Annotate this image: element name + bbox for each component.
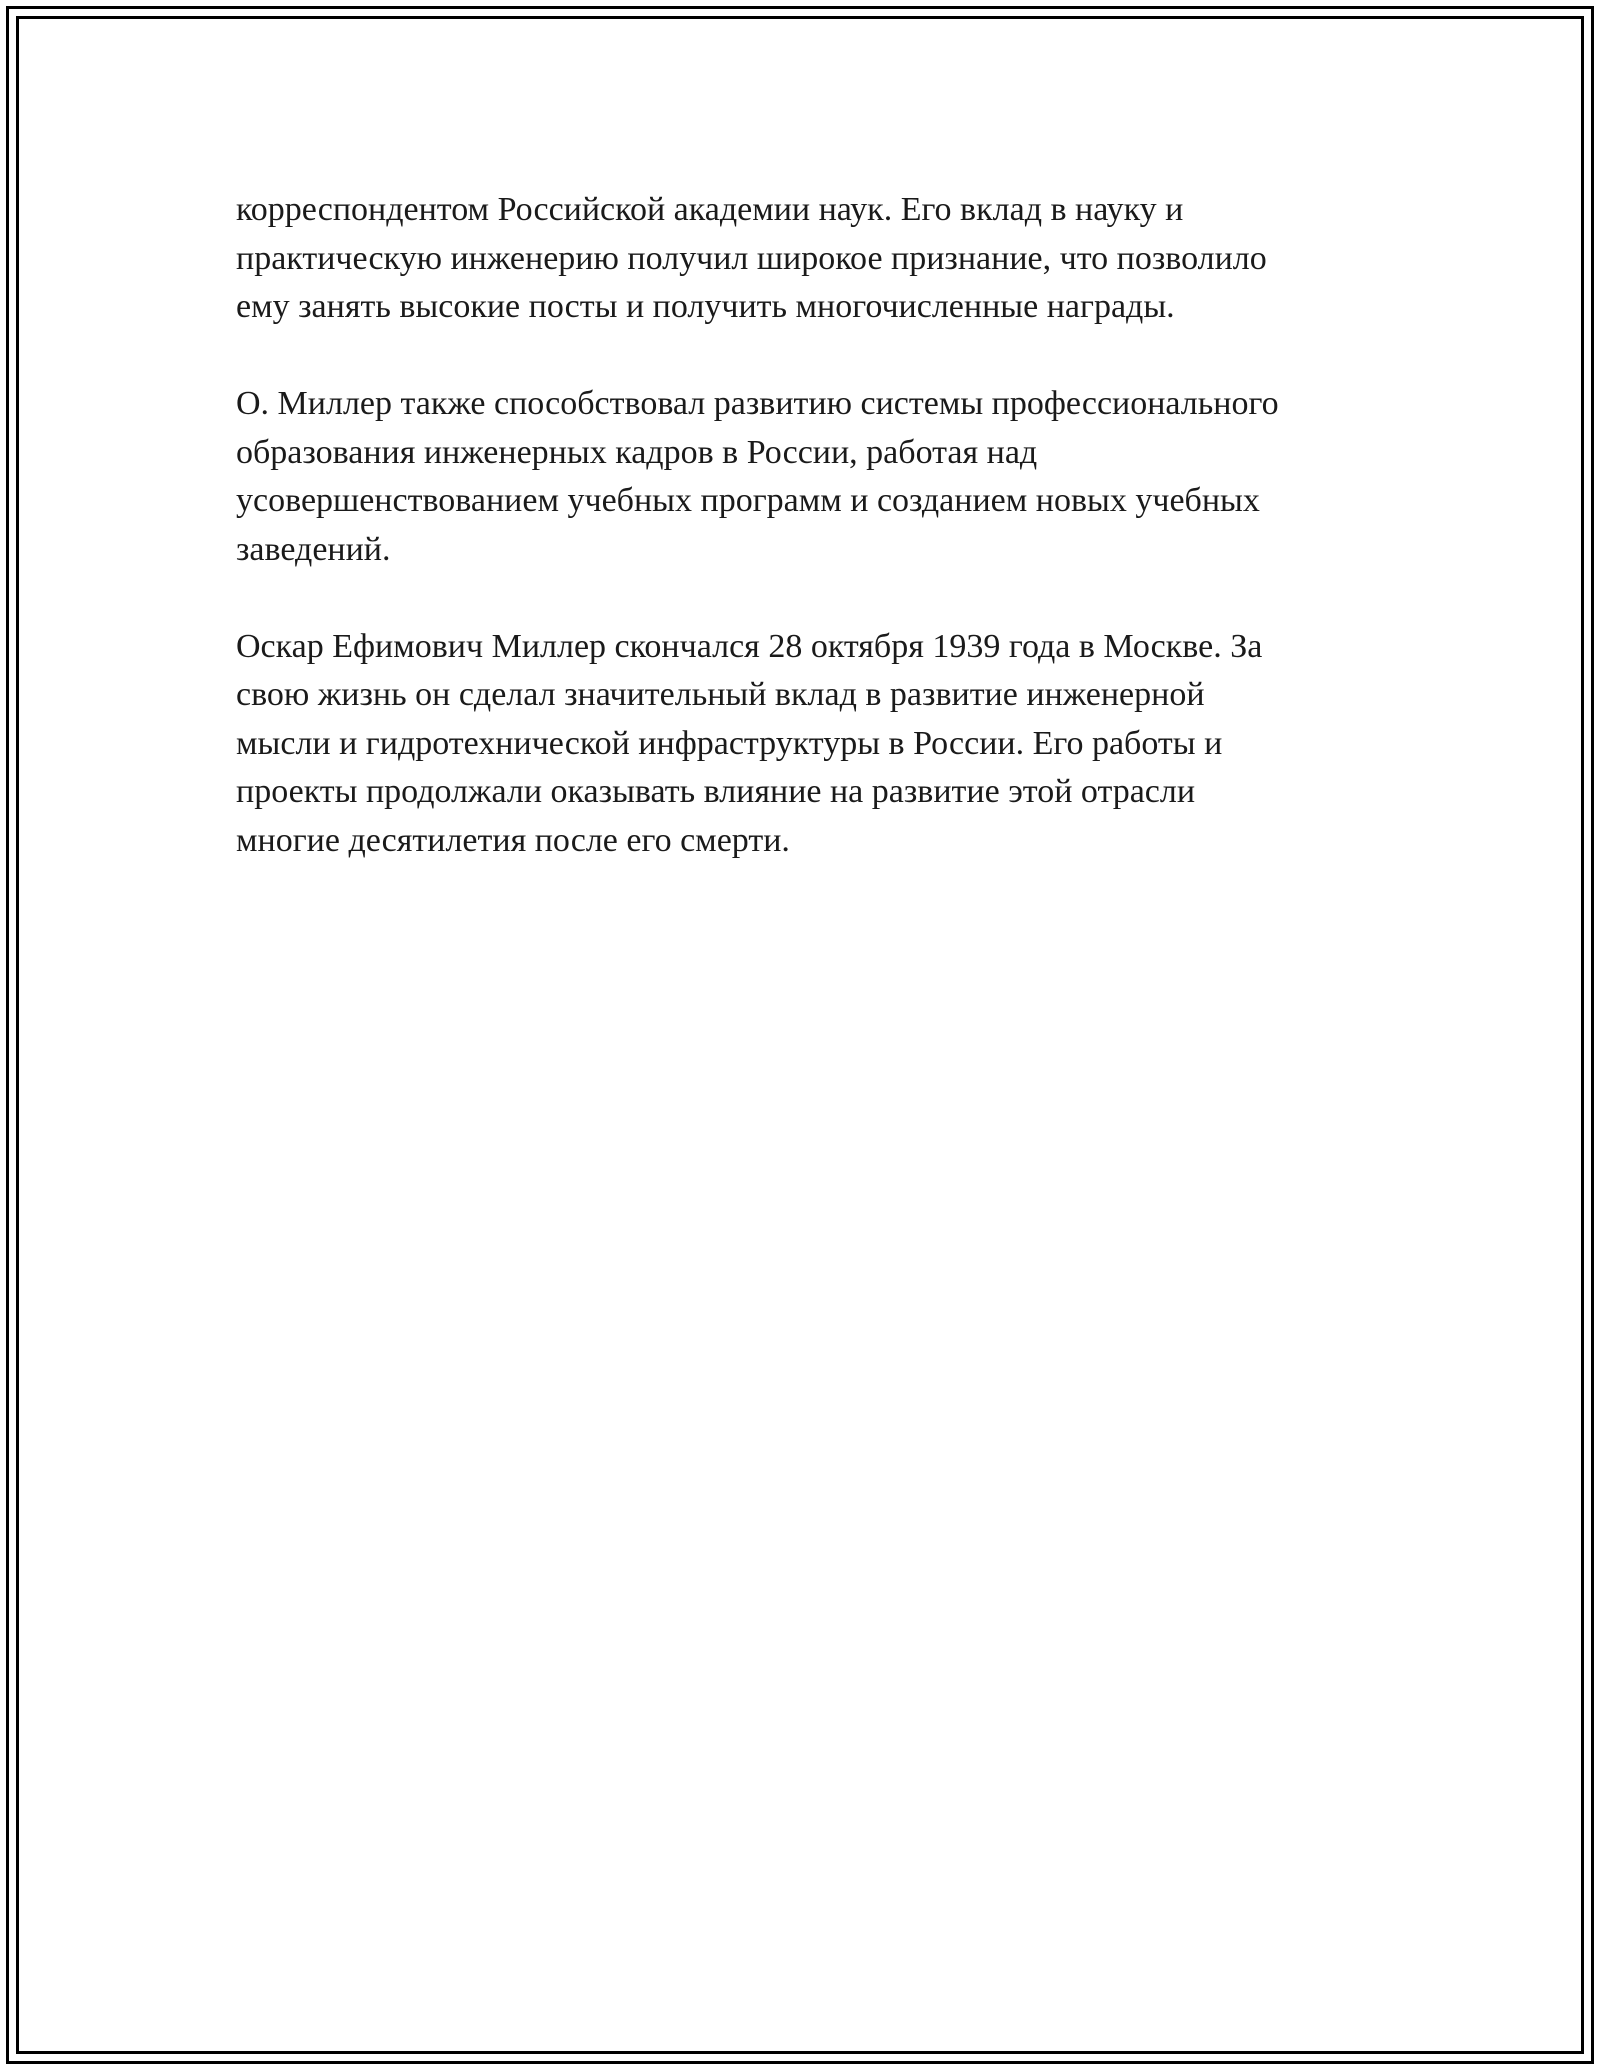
paragraph-line: образования инженерных кадров в России, работая над bbox=[236, 433, 1038, 471]
paragraph-line: Оскар Ефимович Миллер скончался 28 октября 1939 года в Москве. За bbox=[236, 627, 1263, 665]
paragraph-line: свою жизнь он сделал значительный вклад в развитие инженерной bbox=[236, 676, 1205, 713]
paragraph-line: практическую инженерию получил широкое признание, что позволило bbox=[236, 239, 1267, 277]
paragraph-3 bbox=[236, 623, 1366, 866]
document-body bbox=[236, 186, 1366, 914]
paragraph-line: О. Миллер также способствовал развитию системы профессионального bbox=[236, 385, 1279, 422]
paragraph-line: ему занять высокие посты и получить многочисленные награды. bbox=[236, 288, 1175, 325]
paragraph-line: мысли и гидротехнической инфраструктуры в России. Его работы и bbox=[236, 724, 1223, 762]
paragraph-line: многие десятилетия после его смерти. bbox=[236, 821, 790, 859]
paragraph-line: корреспондентом Российской академии наук. Его вклад в науку и bbox=[236, 191, 1184, 228]
paragraph-2 bbox=[236, 380, 1366, 574]
paragraph-1 bbox=[236, 186, 1366, 332]
paragraph-line: усовершенствованием учебных программ и созданием новых учебных bbox=[236, 482, 1260, 519]
paragraph-line: заведений. bbox=[236, 530, 391, 568]
paragraph-line: проекты продолжали оказывать влияние на развитие этой отрасли bbox=[236, 773, 1196, 810]
